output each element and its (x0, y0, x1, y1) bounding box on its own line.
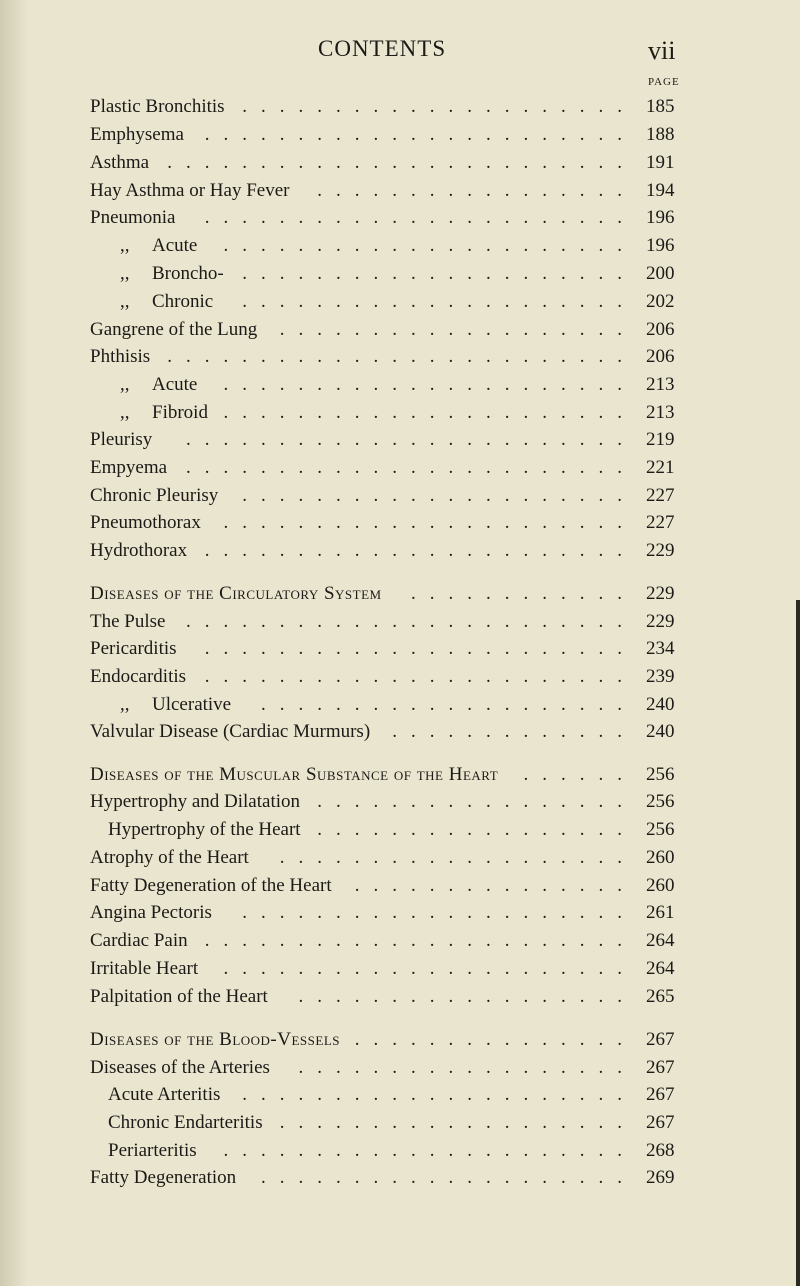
entry-label: Cardiac Pain (90, 930, 188, 951)
running-header (0, 36, 800, 66)
entry-label: Chronic Pleurisy (90, 485, 219, 506)
toc-entry (0, 789, 800, 815)
toc-entry (0, 483, 800, 509)
toc-entry (0, 609, 800, 635)
toc-entry (0, 150, 800, 176)
toc-entry (0, 900, 800, 926)
dot-leader: ..................... (242, 96, 636, 117)
entry-label: Endocarditis (90, 666, 187, 687)
header-page-number: vii (648, 36, 676, 65)
dot-leader: ................... (279, 319, 636, 340)
dot-leader: ......................... (167, 346, 636, 367)
dot-leader: ....................... (204, 124, 636, 145)
entry-label: Diseases of the Muscular Substance of the Heart (90, 764, 499, 785)
dot-leader: ..................... (242, 1084, 636, 1105)
entry-page-number: 256 (646, 764, 675, 785)
entry-label: Asthma (90, 152, 150, 173)
entry-page-number: 213 (646, 374, 675, 395)
entry-page-number: 267 (646, 1029, 675, 1050)
entry-label: Periarteritis (108, 1140, 197, 1161)
dot-leader: ...................... (223, 1140, 636, 1161)
dot-leader: ...................... (223, 402, 636, 423)
toc-entry (0, 122, 800, 148)
entry-page-number: 206 (646, 346, 675, 367)
entry-label: Palpitation of the Heart (90, 986, 268, 1007)
entry-label: Atrophy of the Heart (90, 847, 249, 868)
dot-leader: ...................... (223, 958, 636, 979)
dot-leader: ...................... (223, 512, 636, 533)
entry-label: Phthisis (90, 346, 151, 367)
entry-page-number: 261 (646, 902, 675, 923)
toc-entry (0, 178, 800, 204)
entry-page-number: 206 (646, 319, 675, 340)
dot-leader: .................. (298, 1057, 636, 1078)
entry-page-number: 196 (646, 235, 675, 256)
toc-entry (0, 1055, 800, 1081)
ditto-mark: ,, (120, 694, 130, 715)
entry-page-number: 234 (646, 638, 675, 659)
entry-page-number: 229 (646, 540, 675, 561)
toc-entry (0, 427, 800, 453)
dot-leader: ....................... (204, 666, 636, 687)
entry-label: Angina Pectoris (90, 902, 212, 923)
dot-leader: ................. (317, 791, 636, 812)
dot-leader: ............. (392, 721, 636, 742)
entry-label: Fatty Degeneration of the Heart (90, 875, 332, 896)
toc-entry (0, 233, 800, 259)
entry-page-number: 269 (646, 1167, 675, 1188)
toc-entry (0, 817, 800, 843)
entry-page-number: 200 (646, 263, 675, 284)
toc-entry (0, 664, 800, 690)
entry-page-number: 202 (646, 291, 675, 312)
entry-label: Diseases of the Blood-Vessels (90, 1029, 340, 1050)
entry-label: Hypertrophy and Dilatation (90, 791, 301, 812)
dot-leader: ....................... (204, 638, 636, 659)
toc-section-heading (0, 581, 800, 607)
entry-page-number: 264 (646, 930, 675, 951)
entry-label: Acute (152, 235, 198, 256)
page-column-label: PAGE (648, 76, 680, 88)
entry-page-number: 221 (646, 457, 675, 478)
toc-entry (0, 984, 800, 1010)
entry-page-number: 213 (646, 402, 675, 423)
dot-leader: ..................... (242, 291, 636, 312)
dot-leader: ..................... (242, 902, 636, 923)
entry-page-number: 240 (646, 694, 675, 715)
toc-entry (0, 873, 800, 899)
entry-page-number: 256 (646, 819, 675, 840)
ditto-mark: ,, (120, 402, 130, 423)
dot-leader: ........................ (186, 457, 636, 478)
ditto-mark: ,, (120, 235, 130, 256)
toc-entry (0, 636, 800, 662)
entry-page-number: 191 (646, 152, 675, 173)
toc-entry (0, 719, 800, 745)
header-title: CONTENTS (318, 36, 447, 61)
entry-page-number: 194 (646, 180, 675, 201)
toc-section-heading (0, 1027, 800, 1053)
entry-label: Hypertrophy of the Heart (108, 819, 301, 840)
toc-entry (0, 956, 800, 982)
toc-entry (0, 455, 800, 481)
entry-label: Broncho- (152, 263, 224, 284)
entry-label: Chronic Endarteritis (108, 1112, 263, 1133)
entry-page-number: 256 (646, 791, 675, 812)
toc-entry (0, 845, 800, 871)
dot-leader: ................. (317, 819, 636, 840)
entry-page-number: 240 (646, 721, 675, 742)
dot-leader: ....................... (204, 540, 636, 561)
toc-entry (0, 289, 800, 315)
entry-label: Irritable Heart (90, 958, 199, 979)
entry-page-number: 239 (646, 666, 675, 687)
toc-entry (0, 400, 800, 426)
entry-page-number: 227 (646, 512, 675, 533)
dot-leader: ............ (411, 583, 636, 604)
dot-leader: .................. (298, 986, 636, 1007)
toc-entry (0, 928, 800, 954)
entry-page-number: 260 (646, 847, 675, 868)
entry-page-number: 264 (646, 958, 675, 979)
dot-leader: ................... (279, 847, 636, 868)
entry-label: Acute (152, 374, 198, 395)
dot-leader: ........................ (186, 429, 636, 450)
entry-page-number: 229 (646, 611, 675, 632)
entry-label: Pneumonia (90, 207, 176, 228)
entry-label: Diseases of the Circulatory System (90, 583, 382, 604)
dot-leader: ..................... (242, 263, 636, 284)
entry-page-number: 267 (646, 1084, 675, 1105)
toc-entry (0, 538, 800, 564)
dot-leader: ...................... (223, 374, 636, 395)
toc-entry (0, 261, 800, 287)
ditto-mark: ,, (120, 291, 130, 312)
entry-label: Diseases of the Arteries (90, 1057, 270, 1078)
entry-page-number: 267 (646, 1112, 675, 1133)
entry-label: Hydrothorax (90, 540, 188, 561)
toc-entry (0, 510, 800, 536)
entry-page-number: 196 (646, 207, 675, 228)
entry-label: The Pulse (90, 611, 166, 632)
entry-label: Emphysema (90, 124, 184, 145)
entry-label: Acute Arteritis (108, 1084, 221, 1105)
dot-leader: ............... (354, 875, 636, 896)
entry-page-number: 265 (646, 986, 675, 1007)
entry-label: Fatty Degeneration (90, 1167, 237, 1188)
dot-leader: ....................... (204, 207, 636, 228)
dot-leader: ....................... (204, 930, 636, 951)
ditto-mark: ,, (120, 263, 130, 284)
entry-label: Chronic (152, 291, 214, 312)
entry-page-number: 185 (646, 96, 675, 117)
dot-leader: ........................ (186, 611, 636, 632)
toc-entry (0, 1110, 800, 1136)
dot-leader: ......................... (167, 152, 636, 173)
toc-entry (0, 1138, 800, 1164)
dot-leader: ...................... (223, 235, 636, 256)
entry-label: Empyema (90, 457, 168, 478)
entry-label: Pericarditis (90, 638, 177, 659)
entry-label: Plastic Bronchitis (90, 96, 225, 117)
toc-entry (0, 1082, 800, 1108)
entry-label: Ulcerative (152, 694, 232, 715)
dot-leader: .................... (261, 1167, 636, 1188)
entry-page-number: 188 (646, 124, 675, 145)
ditto-mark: ,, (120, 374, 130, 395)
dot-leader: ................. (317, 180, 636, 201)
dot-leader: ..................... (242, 485, 636, 506)
entry-page-number: 260 (646, 875, 675, 896)
toc-entry (0, 317, 800, 343)
entry-page-number: 267 (646, 1057, 675, 1078)
entry-page-number: 268 (646, 1140, 675, 1161)
toc-entry (0, 94, 800, 120)
toc-entry (0, 1165, 800, 1191)
entry-label: Hay Asthma or Hay Fever (90, 180, 290, 201)
entry-label: Fibroid (152, 402, 208, 423)
entry-page-number: 227 (646, 485, 675, 506)
dot-leader: ...... (523, 764, 636, 785)
entry-label: Pleurisy (90, 429, 153, 450)
entry-label: Pneumothorax (90, 512, 201, 533)
entry-label: Valvular Disease (Cardiac Murmurs) (90, 721, 371, 742)
toc-section-heading (0, 762, 800, 788)
entry-page-number: 219 (646, 429, 675, 450)
toc-entry (0, 344, 800, 370)
toc-entry (0, 692, 800, 718)
entry-page-number: 229 (646, 583, 675, 604)
dot-leader: ................... (279, 1112, 636, 1133)
entry-label: Gangrene of the Lung (90, 319, 258, 340)
dot-leader: ............... (354, 1029, 636, 1050)
toc-entry (0, 205, 800, 231)
dot-leader: .................... (261, 694, 636, 715)
toc-entry (0, 372, 800, 398)
